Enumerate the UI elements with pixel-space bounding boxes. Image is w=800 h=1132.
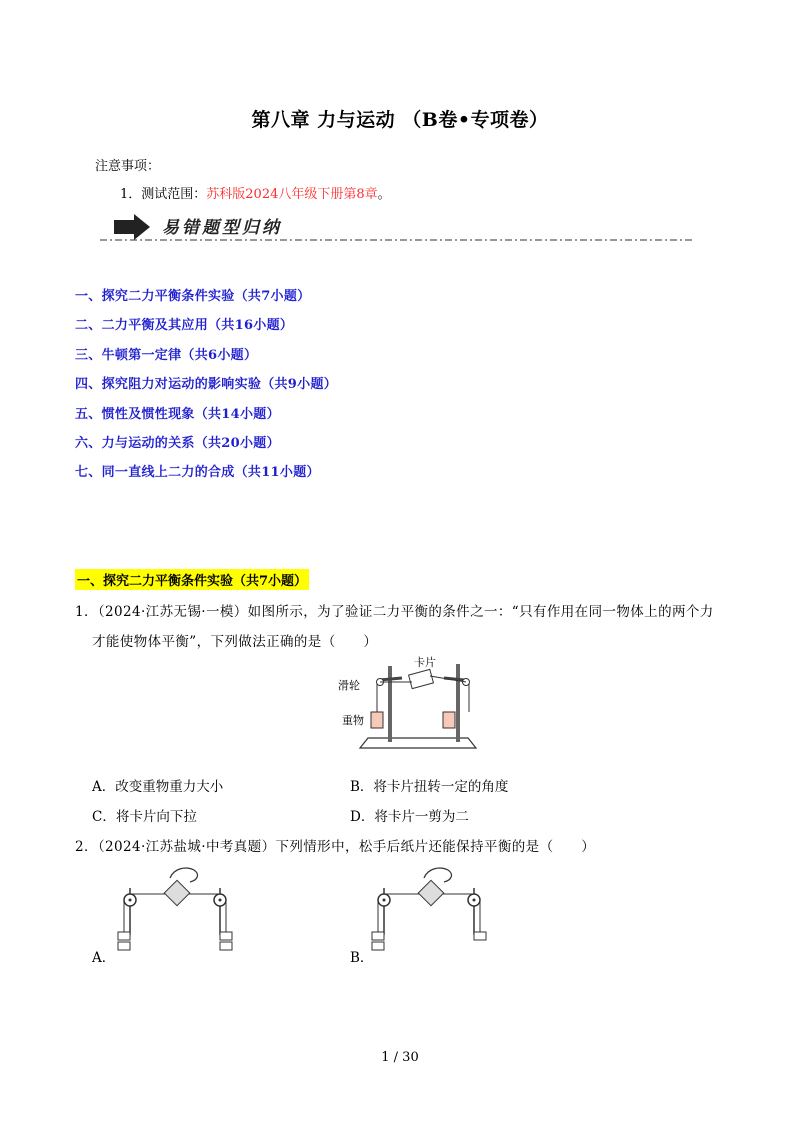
toc-item-5[interactable]: 五、惯性及惯性现象（共14小题） [75,407,280,422]
toc-item-4[interactable]: 四、探究阻力对运动的影响实验（共9小题） [75,377,338,392]
pulley-apparatus-diagram [330,656,490,756]
question-1-option-c[interactable]: C．将卡片向下拉 [92,809,197,825]
toc-item-1[interactable]: 一、探究二力平衡条件实验（共7小题） [75,289,311,304]
section-banner [100,212,700,248]
weight-label: 重物 [342,714,364,727]
left-stand [388,666,392,742]
pulley-label: 滑轮 [338,679,360,692]
toc-item-3[interactable]: 三、牛顿第一定律（共6小题） [75,348,258,363]
banner-graphic [100,212,700,248]
notice-heading: 注意事项： [95,159,161,174]
right-weight [443,712,455,728]
question-2-option-a[interactable]: A． [92,950,116,966]
paper-balance-diagram-a [112,860,242,960]
left-arm [380,678,402,680]
notice-item-prefix: 1．测试范围： [120,187,207,202]
section-heading-1: 一、探究二力平衡条件实验（共7小题） [75,569,309,590]
paper-card [164,880,189,905]
question-1-line-1: 1．（2024·江苏无锡·一模）如图所示，为了验证二力平衡的条件之一：“只有作用在同一物体上的两个力 [75,604,714,620]
paper-card [418,880,443,905]
page-number: 1 / 30 [381,1050,419,1065]
question-2-figure-a [112,860,242,960]
page-title: 第八章 力与运动 （B卷•专项卷） [251,109,549,131]
paper-balance-diagram-b [366,860,496,960]
question-2-option-b[interactable]: B． [350,950,374,966]
notice-item [120,183,391,202]
notice-item-scope: 苏科版2024八年级下册第8章 [206,187,378,202]
banner-label: 易错题型归纳 [162,218,282,238]
toc-item-6[interactable]: 六、力与运动的关系（共20小题） [75,436,280,451]
question-1-figure [330,656,490,756]
question-2-line-1: 2．（2024·江苏盐城·中考真题）下列情形中，松手后纸片还能保持平衡的是（ ） [75,839,596,855]
hand-icon [170,868,197,882]
toc-item-7[interactable]: 七、同一直线上二力的合成（共11小题） [75,465,320,480]
question-1-line-2: 才能使物体平衡”，下列做法正确的是（ ） [92,634,378,650]
question-1-option-a[interactable]: A．改变重物重力大小 [92,779,224,795]
notice-item-suffix: 。 [377,187,391,202]
toc-item-2[interactable]: 二、二力平衡及其应用（共16小题） [75,318,294,333]
right-stand [456,664,460,742]
card-label: 卡片 [414,656,436,669]
card-shape [409,669,434,688]
question-2-figure-b [366,860,496,960]
question-1-option-d[interactable]: D．将卡片一剪为二 [350,809,469,825]
left-weight [371,712,383,728]
question-1-option-b[interactable]: B．将卡片扭转一定的角度 [350,779,509,795]
hand-icon [424,868,451,882]
arrow-icon [114,214,150,240]
